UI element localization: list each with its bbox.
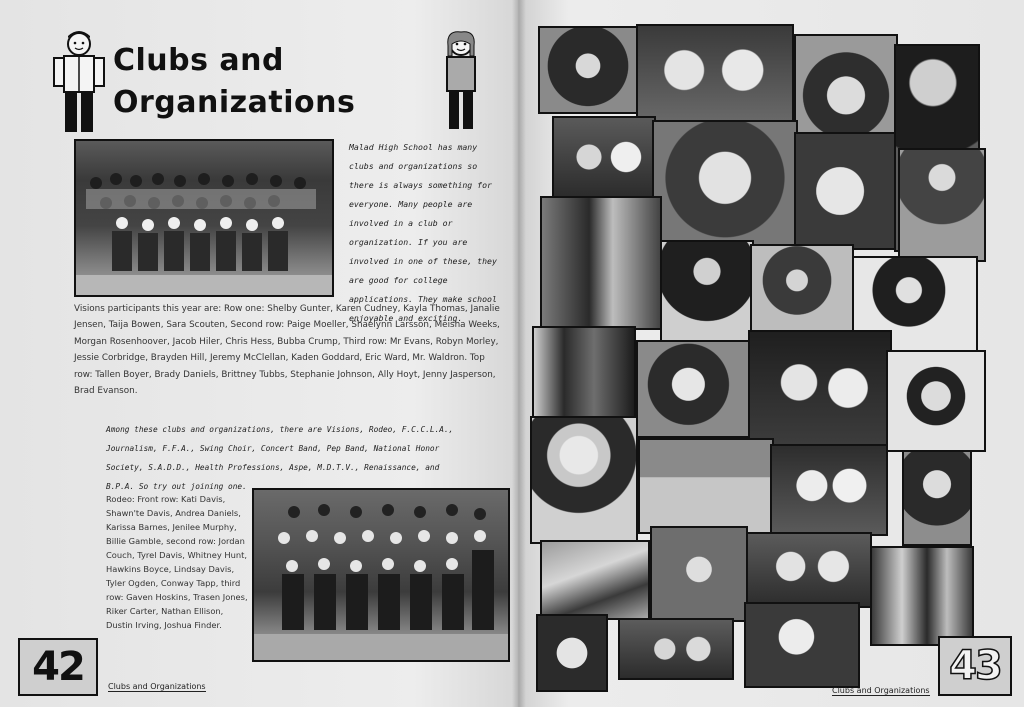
girl-figure-icon: [436, 30, 486, 132]
collage-photo: [530, 416, 638, 544]
page-number-left: [18, 638, 98, 696]
collage-photo: [750, 244, 854, 334]
clubs-blurb: Malad High School has many clubs and organizations so there is always something for everyone. Many people are involved in a club or organization. If you are involved in one of these, they are good for college applications. They make school enjoyable and exciting.: [349, 142, 497, 323]
book-gutter: [512, 0, 526, 707]
right-page: [518, 0, 1024, 707]
collage-photo: [538, 26, 638, 114]
page-number-left-text: 42: [32, 644, 84, 690]
title-line-1: Clubs and: [113, 43, 285, 78]
collage-photo: [744, 602, 860, 688]
collage-photo: [532, 326, 636, 420]
collage-photo: [638, 438, 774, 534]
footer-left: Clubs and Organizations: [108, 682, 206, 691]
collage-photo: [652, 120, 798, 248]
collage-photo: [902, 450, 972, 546]
collage-photo: [870, 546, 974, 646]
rodeo-group-photo: [252, 488, 510, 662]
collage-photo: [540, 540, 650, 620]
collage-photo: [636, 340, 752, 438]
boy-figure-icon: [50, 28, 108, 136]
collage-photo: [898, 148, 986, 262]
page-number-right-text: 43: [949, 643, 1001, 689]
page-title: [113, 40, 355, 124]
collage-photo: [618, 618, 734, 680]
collage-photo: [794, 132, 896, 250]
page-number-right: [938, 636, 1012, 696]
collage-photo: [748, 330, 892, 446]
collage-photo: [886, 350, 986, 452]
title-line-2: Organizations: [113, 85, 356, 120]
collage-photo: [536, 614, 608, 692]
collage-photo: [770, 444, 888, 536]
rodeo-caption: Rodeo: Front row: Kati Davis, Shawn'te Davis, Andrea Daniels, Karissa Barnes, Jenilee Murphy, Billie Gamble, second row: Jordan Couch, Tyrel Davis, Whitney Hunt, Hawkins Boyce, Lindsay Davis, Tyler Ogden, Conway Tapp, third row: Gaven Hoskins, Trasen Jones, Riker Carter, Nathan Ellison, Dustin Irving, Joshua Finder.: [106, 494, 248, 630]
visions-caption: Visions participants this year are: Row one: Shelby Gunter, Karen Cudney, Kayla Thomas, Janalie Jensen, Taija Bowen, Sara Scouten, Second row: Paige Moeller, Shaelynn Larsson, Meisha Weeks, Morgan Rosenhoover, Jacob Hiler, Chris Hess, Bubba Crump, Third row: Mr Evans, Robyn Morley, Jessie Corbridge, Brayden Hill, Jeremy McClellan, Kaden Goddard, Eric Ward, Mr. Waldron. Top row: Tallen Boyer, Brady Daniels, Brittney Tubbs, Stephanie Johnson, Ally Hoyt, Jenny Jasperson, Brad Evanson.: [74, 304, 500, 397]
organizations-list: Among these clubs and organizations, there are Visions, Rodeo, F.C.C.L.A., Journalism, F.F.A., Swing Choir, Concert Band, Pep Band, National Honor Society, S.A.D.D., Health Professions, Aspe, M.D.T.V., Renaissance, and B.P.A. So try out joining one.: [106, 425, 454, 491]
collage-photo: [794, 34, 898, 146]
footer-right: Clubs and Organizations: [832, 686, 930, 695]
collage-photo: [746, 532, 872, 608]
visions-group-photo: [74, 139, 334, 297]
collage-photo: [650, 526, 748, 622]
collage-photo: [552, 116, 656, 198]
collage-photo: [660, 240, 754, 342]
collage-photo: [636, 24, 794, 126]
collage-photo: [540, 196, 662, 330]
